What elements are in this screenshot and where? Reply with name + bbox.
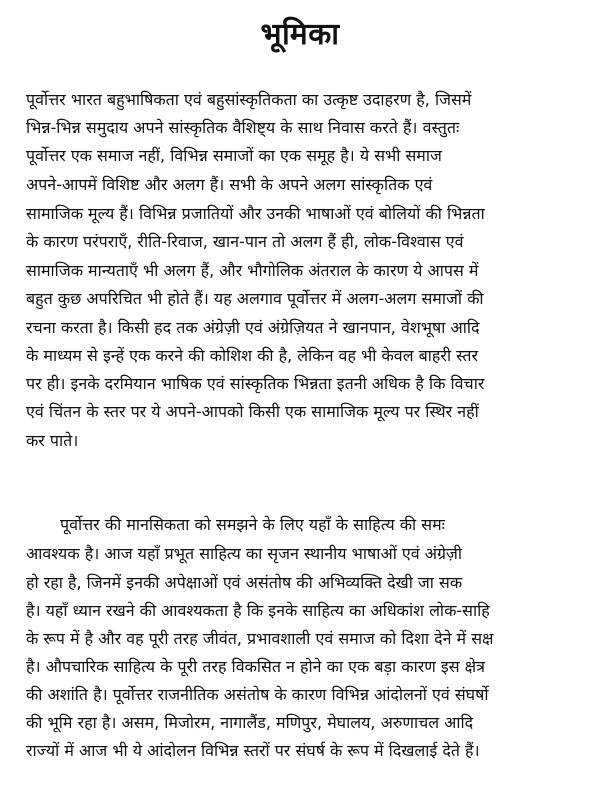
paragraph-1-line: अपने-आपमें विशिष्ट और अलग हैं। सभी के अपने अलग सांस्कृतिक एवं xyxy=(26,175,433,194)
paragraph-1-line: रचना करता है। किसी हद तक अंग्रेज़ी एवं अंग्रेज़ियत ने खानपान, वेशभूषा आदि xyxy=(26,318,480,337)
paragraph-2-line: की अशांति है। पूर्वोत्तर राजनीतिक असंतोष के कारण विभिन्न आंदोलनों एवं संघर्षो xyxy=(26,685,489,704)
paragraph-2-line: पूर्वोत्तर की मानसिकता को समझने के लिए यहाँ के साहित्य की समः xyxy=(60,515,445,534)
paragraph-2-line: आवश्यक है। आज यहाँ प्रभूत साहित्य का सृजन स्थानीय भाषाओं एवं अंग्रेज़ी xyxy=(26,544,462,563)
paragraph-1-line: के कारण परंपराएँ, रीति-रिवाज, खान-पान तो अलग हैं ही, लोक-विश्वास एवं xyxy=(26,232,464,251)
paragraph-2-line: की भूमि रहा है। असम, मिजोरम, नागालैंड, मणिपुर, मेघालय, अरुणाचल आदि xyxy=(26,713,474,732)
paragraph-1-line: सामाजिक मूल्य हैं। विभिन्न प्रजातियों और उनकी भाषाओं एवं बोलियों की भिन्नता xyxy=(26,204,485,223)
paragraph-1-line: पूर्वोत्तर एक समाज नहीं, विभिन्न समाजों का एक समूह है। ये सभी समाज xyxy=(26,146,442,165)
paragraph-1-line: के माध्यम से इन्हें एक करने की कोशिश की है, लेकिन वह भी केवल बाहरी स्तर xyxy=(26,346,479,365)
paragraph-1-line: सामाजिक मान्यताएँ भी अलग हैं, और भौगोलिक अंतराल के कारण ये आपस में xyxy=(26,261,479,280)
paragraph-1-line: भिन्न-भिन्न समुदाय अपने सांस्कृतिक वैशिष्ट्य के साथ निवास करते हैं। वस्तुतः xyxy=(26,118,460,137)
paragraph-1-line: पर ही। इनके दरमियान भाषिक एवं सांस्कृतिक भिन्नता इतनी अधिक है कि विचार xyxy=(26,374,485,393)
paragraph-1-line: बहुत कुछ अपरिचित भी होते हैं। यह अलगाव पूर्वोत्तर में अलग-अलग समाजों की xyxy=(26,289,484,308)
page-title: भूमिका xyxy=(260,17,340,52)
paragraph-2-line: हो रहा है, जिनमें इनकी अपेक्षाओं एवं असंतोष की अभिव्यक्ति देखी जा सक xyxy=(26,573,463,592)
paragraph-2-line: है। औपचारिक साहित्य के पूरी तरह विकसित न होने का एक बड़ा कारण इस क्षेत्र xyxy=(26,657,485,676)
paragraph-2-line: के रूप में है और वह पूरी तरह जीवंत, प्रभावशाली एवं समाज को दिशा देने में सक्ष xyxy=(26,629,494,648)
paragraph-1-line: एवं चिंतन के स्तर पर ये अपने-आपको किसी एक सामाजिक मूल्य पर स्थिर नहीं xyxy=(26,402,479,421)
paragraph-2-line: है। यहाँ ध्यान रखने की आवश्यकता है कि इनके साहित्य का अधिकांश लोक-साहि xyxy=(26,601,490,620)
paragraph-1-line: कर पाते। xyxy=(26,431,79,450)
paragraph-2-line: राज्यों में आज भी ये आंदोलन विभिन्न स्तरों पर संघर्ष के रूप में दिखलाई देते हैं। xyxy=(26,741,480,760)
paragraph-1-line: पूर्वोत्तर भारत बहुभाषिकता एवं बहुसांस्कृतिकता का उत्कृष्ट उदाहरण है, जिसमें xyxy=(26,90,472,109)
